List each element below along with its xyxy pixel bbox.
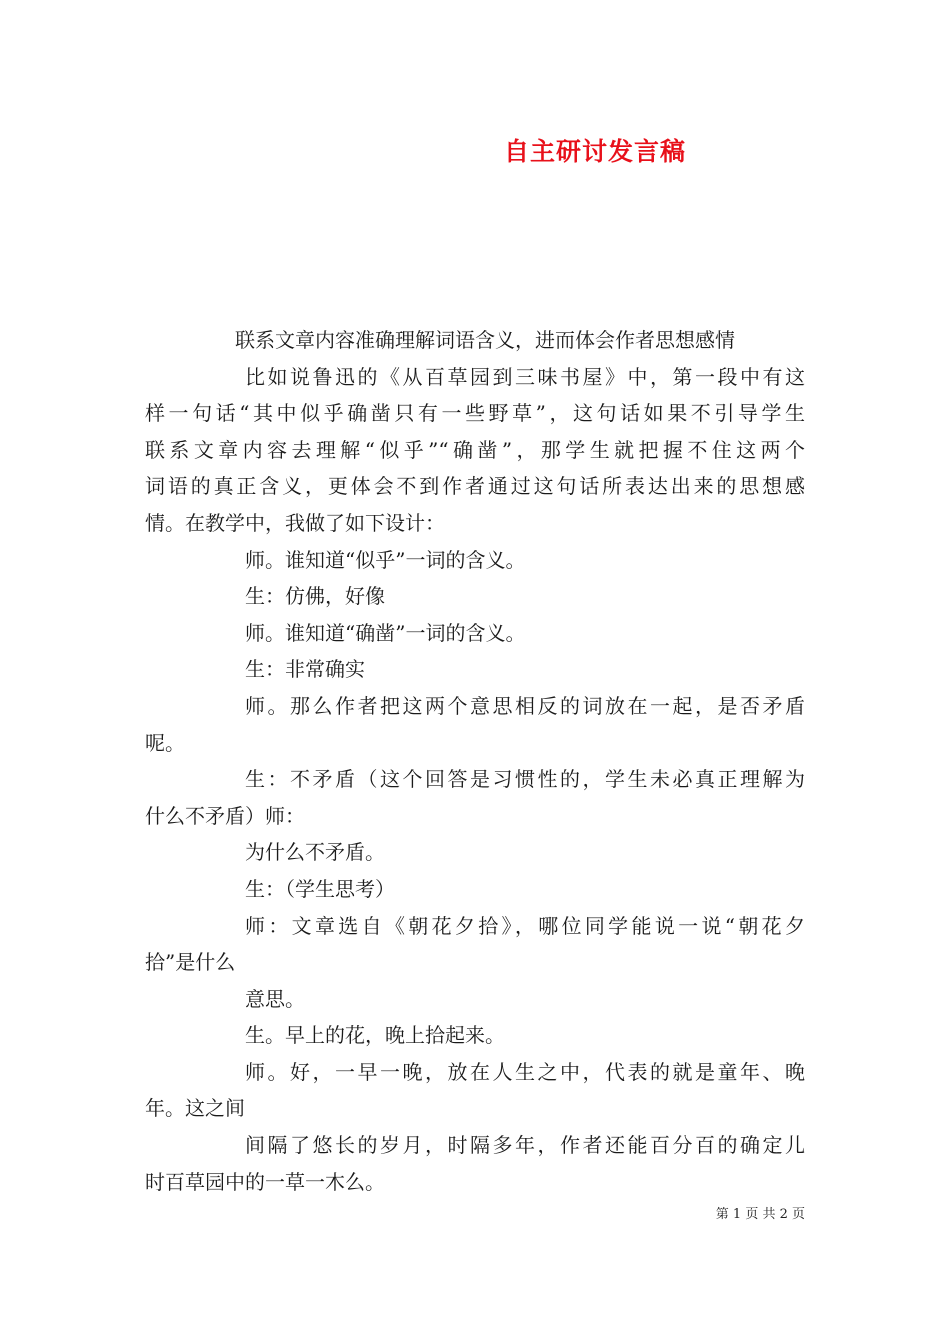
- paragraph-line: 联系文章内容准确理解词语含义，进而体会作者思想感情: [235, 328, 735, 352]
- dialogue-line: 生。早上的花，晚上拾起来。: [245, 1023, 505, 1048]
- paragraph-line: 情。在教学中，我做了如下设计：: [145, 510, 445, 535]
- dialogue-line: 年。这之间: [145, 1096, 245, 1121]
- dialogue-line: 为什么不矛盾。: [245, 840, 385, 865]
- dialogue-line: 生：不矛盾（这个回答是习惯性的，学生未必真正理解为: [245, 767, 805, 792]
- dialogue-line: 师。好，一早一晚，放在人生之中，代表的就是童年、晚: [245, 1059, 805, 1084]
- dialogue-line: 呢。: [145, 730, 185, 755]
- document-title: 自主研讨发言稿: [503, 137, 686, 166]
- paragraph-line: 联系文章内容去理解“似乎”“确凿”，那学生就把握不住这两个: [145, 437, 805, 462]
- dialogue-line: 生：（学生思考）: [245, 876, 395, 901]
- dialogue-line: 间隔了悠长的岁月，时隔多年，作者还能百分百的确定儿: [245, 1133, 805, 1158]
- dialogue-line: 师。谁知道“确凿”一词的含义。: [245, 620, 526, 645]
- dialogue-line: 什么不矛盾）师：: [145, 803, 305, 828]
- paragraph-line: 词语的真正含义，更体会不到作者通过这句话所表达出来的思想感: [145, 474, 805, 499]
- dialogue-line: 师。那么作者把这两个意思相反的词放在一起，是否矛盾: [245, 693, 805, 718]
- dialogue-line: 时百草园中的一草一木么。: [145, 1169, 385, 1194]
- document-body: [145, 322, 805, 1200]
- dialogue-line: 生：仿佛，好像: [245, 584, 385, 609]
- dialogue-line: 意思。: [245, 986, 305, 1011]
- dialogue-line: 师。谁知道“似乎”一词的含义。: [245, 547, 526, 572]
- page-footer: 第 1 页 共 2 页: [715, 1207, 805, 1222]
- dialogue-line: 师：文章选自《朝花夕拾》，哪位同学能说一说“朝花夕: [245, 913, 805, 938]
- dialogue-line: 拾”是什么: [145, 950, 236, 975]
- paragraph-line: 比如说鲁迅的《从百草园到三味书屋》中，第一段中有这: [245, 364, 805, 389]
- dialogue-line: 生：非常确实: [245, 657, 365, 682]
- paragraph-line: 样一句话“其中似乎确凿只有一些野草”，这句话如果不引导学生: [145, 401, 805, 426]
